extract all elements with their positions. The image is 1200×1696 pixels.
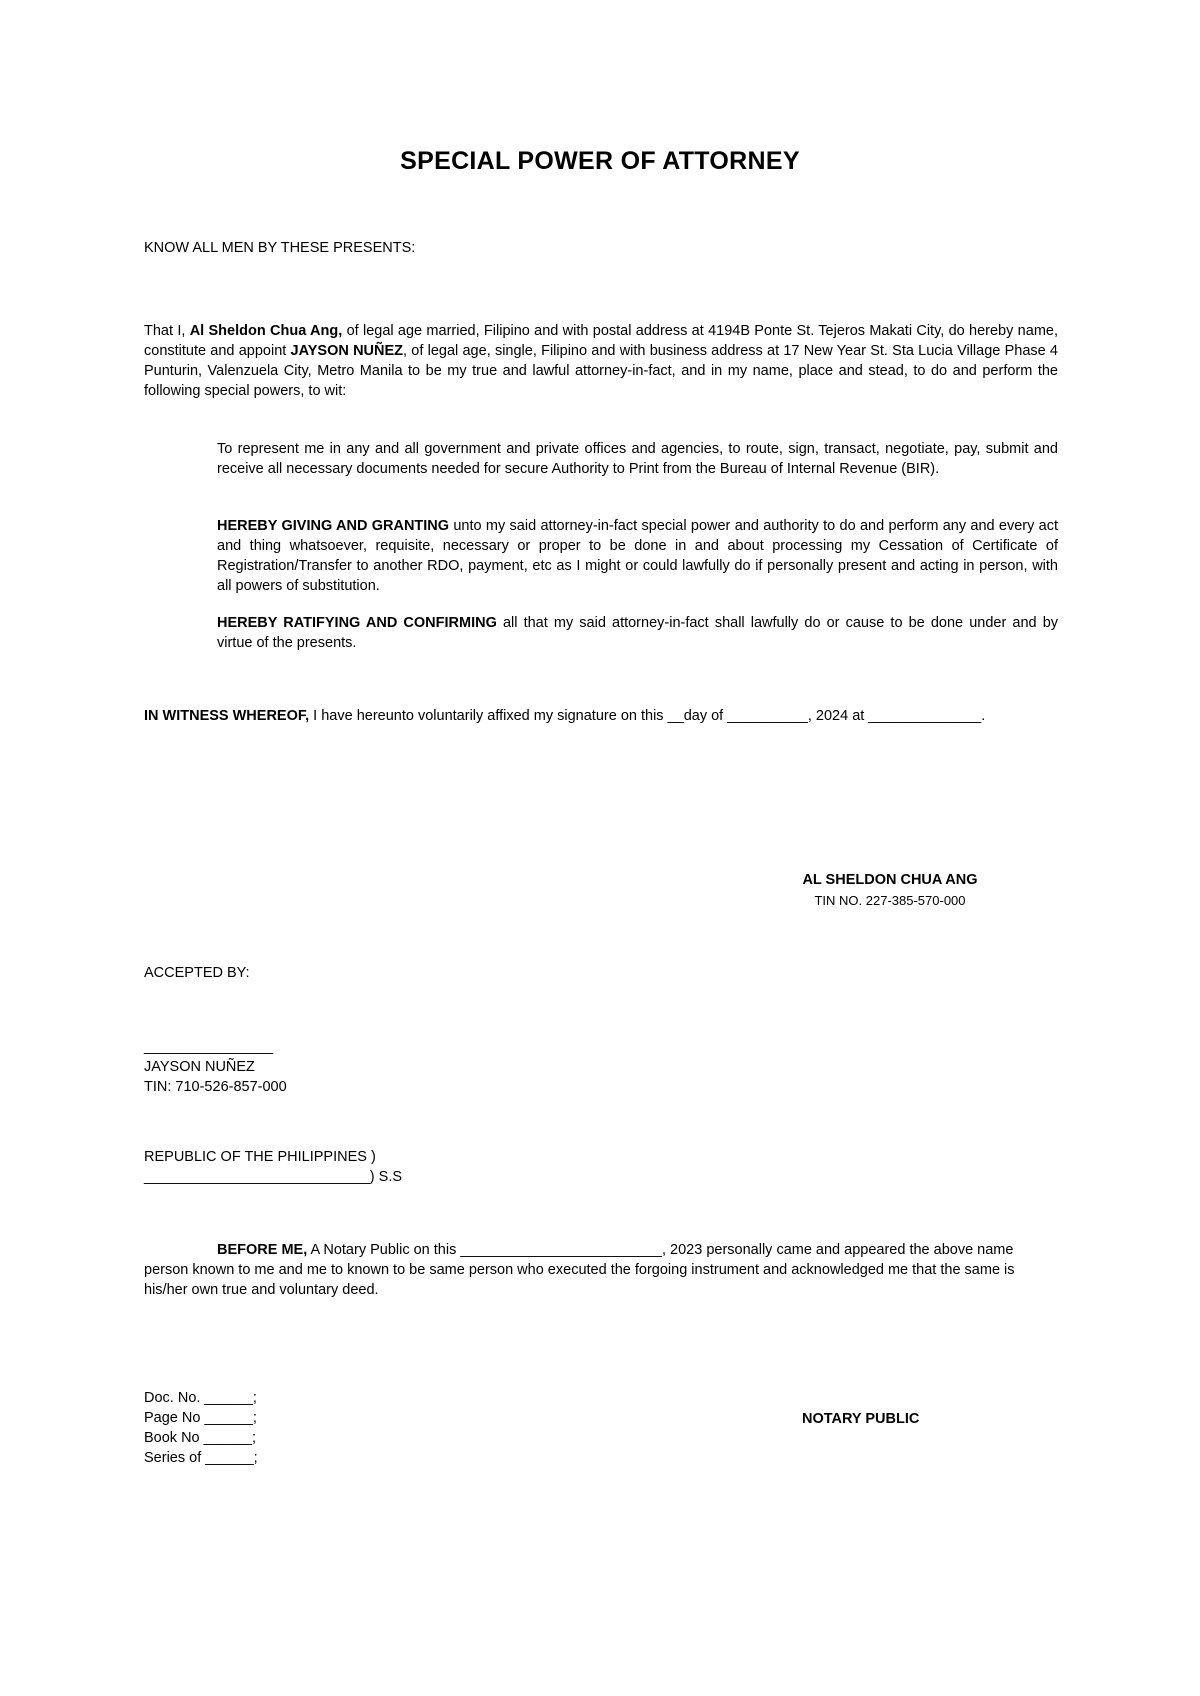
witness-paragraph [144, 706, 1058, 726]
intro-text-3: , of legal age, single, Filipino and with business address at 17 New Year St. Sta Lucia Village Phase 4 Punturin, Valenzuela City, Metro Manila to be my true and lawful attorney-in-fact, and in my name, place and stead, to do and perform the following special powers, to wit: [144, 343, 1058, 399]
signature-line: ________________ [144, 1039, 274, 1055]
granting-paragraph [217, 516, 1058, 596]
ratifying-text: all that my said attorney-in-fact shall lawfully do or cause to be done under and by virtue of the presents. [217, 615, 1059, 651]
document-title: SPECIAL POWER OF ATTORNEY [400, 147, 800, 175]
accepted-by-label: ACCEPTED BY: [144, 965, 250, 981]
principal-signature-name: AL SHELDON CHUA ANG [802, 872, 978, 888]
witness-heading: IN WITNESS WHEREOF, [144, 708, 310, 724]
granting-heading: HEREBY GIVING AND GRANTING [217, 518, 450, 534]
principal-tin: TIN NO. 227-385-570-000 [814, 893, 966, 908]
granting-text: unto my said attorney-in-fact special power and authority to do and perform any and every act and thing whatsoever, requisite, necessary or proper to be done in and about processing my Cessation of Certificate of Registration/Transfer to another RDO, payment, etc as I might or could lawfully do if personally present and acting in person, with all powers of substitution. [217, 518, 1058, 594]
book-no: Book No ______; [144, 1430, 257, 1446]
doc-no: Doc. No. ______; [144, 1390, 257, 1406]
principal-signature-block [770, 870, 1010, 911]
page-no: Page No ______; [144, 1410, 257, 1426]
intro-text-2: of legal age married, Filipino and with postal address at 4194B Ponte St. Tejeros Makati City, do hereby name, constitute and appoint [144, 323, 1058, 359]
principal-name: Al Sheldon Chua Ang, [189, 323, 343, 339]
before-me-heading: BEFORE ME, [217, 1242, 308, 1258]
opening-line: KNOW ALL MEN BY THESE PRESENTS: [144, 240, 416, 256]
accepted-signature-block [144, 1037, 1058, 1097]
witness-text: I have hereunto voluntarily affixed my signature on this __day of __________, 2024 at ______________. [309, 708, 986, 724]
ratifying-heading: HEREBY RATIFYING AND CONFIRMING [217, 615, 497, 631]
intro-paragraph [144, 321, 1058, 401]
venue-line-1: REPUBLIC OF THE PHILIPPINES ) [144, 1149, 376, 1165]
ratifying-paragraph [217, 613, 1058, 653]
power-paragraph: To represent me in any and all government and private offices and agencies, to route, sign, transact, negotiate, pay, submit and receive all necessary documents needed for secure Authority to Print from the Bureau of Internal Revenue (BIR). [217, 441, 1058, 477]
notary-public-label: NOTARY PUBLIC [802, 1411, 920, 1427]
venue-line-2: ____________________________) S.S [144, 1169, 403, 1185]
intro-text-1: That I, [144, 323, 190, 339]
venue-block [144, 1147, 1058, 1187]
notary-references [144, 1388, 1058, 1468]
accepted-tin: TIN: 710-526-857-000 [144, 1079, 287, 1095]
accepted-name: JAYSON NUÑEZ [144, 1059, 255, 1075]
series-of: Series of ______; [144, 1450, 258, 1466]
attorney-name: JAYSON NUÑEZ [290, 343, 404, 359]
before-me-text: A Notary Public on this _________________________, 2023 personally came and appeared the above name person known to me and me to known to be same person who executed the forgoing instrument and acknowledged me that the same is his/her own true and voluntary deed. [144, 1242, 1015, 1298]
before-me-paragraph [144, 1240, 1024, 1300]
